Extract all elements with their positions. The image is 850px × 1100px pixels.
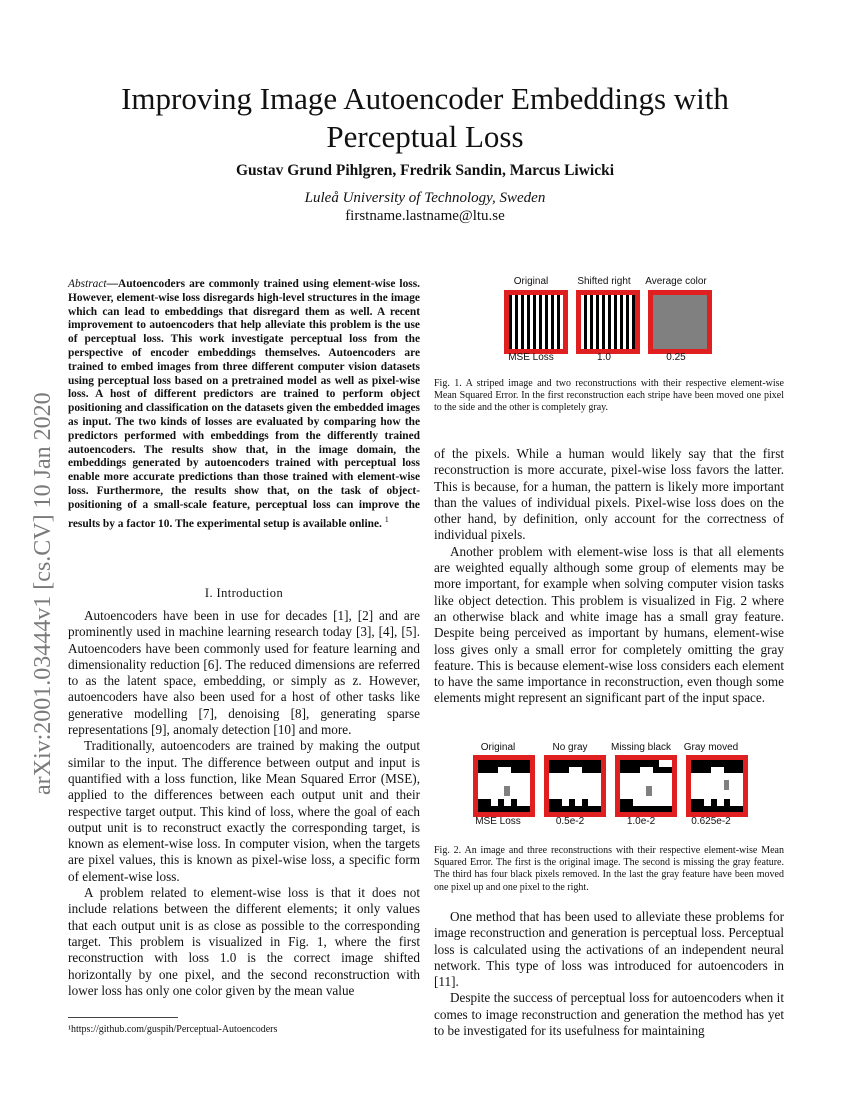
gray-feature <box>646 786 652 796</box>
black-pixel <box>511 799 518 806</box>
paragraph: of the pixels. While a human would likely say that the first reconstruction is more accurate, pixel-wise loss favors the latter. This is because, for a human, the pattern is likely more important than the values of individual pixels. Pixel-wise loss does on the other hand, by definition, only account for the correctness of individual pixels. <box>434 446 784 543</box>
fig1-value: MSE Loss <box>508 352 554 363</box>
affiliation: Luleå University of Technology, Sweden <box>304 190 546 206</box>
striped-original-image <box>504 290 568 354</box>
missing-black-image <box>615 755 677 817</box>
abstract <box>68 278 420 531</box>
authors: Gustav Grund Pihlgren, Fredrik Sandin, Marcus Liwicki <box>235 162 615 179</box>
fig2-label: Original <box>480 742 516 753</box>
black-pixel <box>524 806 531 813</box>
gray-feature <box>724 780 730 790</box>
section-heading: I. Introduction <box>204 586 284 600</box>
black-pixel <box>595 806 602 813</box>
black-pixel <box>704 767 711 774</box>
fig2-value: MSE Loss <box>475 816 521 827</box>
footnote-mark: 1 <box>384 514 389 524</box>
black-pixel <box>595 767 602 774</box>
fig2-label: Missing black <box>610 742 672 753</box>
black-pixel <box>524 767 531 774</box>
footnote: ¹https://github.com/guspih/Perceptual-Autoencoders <box>68 1024 278 1035</box>
black-pixel <box>582 799 589 806</box>
striped-shifted-image <box>576 290 640 354</box>
arxiv-id: arXiv:2001.03444v1 [cs.CV] 10 Jan 2020 <box>30 392 56 795</box>
gray-feature <box>504 786 510 796</box>
fig2-value: 1.0e-2 <box>626 816 656 827</box>
gray-moved-image <box>686 755 748 817</box>
no-gray-image <box>544 755 606 817</box>
paragraph: Autoencoders have been in use for decades [1], [2] and are prominently used in machine learning research today [3], [4], [5]. Autoencoders have been commonly used for feature learning and dimensionality reduction [6]. The reduced dimensions are referred to as the latent space, embedding, or simply as z. However, autoencoders have also been used for a host of other tasks like generative modelling [7], denoising [8], generating sparse representations [9], anomaly detection [10] and more. <box>68 608 420 738</box>
fig2-value: 0.625e-2 <box>691 816 731 827</box>
black-pixel <box>666 767 673 774</box>
paragraph: A problem related to element-wise loss is that it does not include relations between the different elements; it only values that each output unit is as close as possible to the corresponding target. This problem is visualized in Fig. 1, where the first reconstruction with loss 1.0 is the correct image shifted horizontally by one pixel, and the second reconstruction with lower loss has only one color given by the mean value <box>68 885 420 998</box>
paragraph: Another problem with element-wise loss is that all elements are weighted equally although some group of elements may be more important, for example when solving computer vision tasks like object detection. This problem is visualized in Fig. 2 where an otherwise black and white image has a small gray feature. Despite being perceived as important by humans, element-wise loss gives only a small error for completely omitting the gray feature. This is because element-wise loss considers each element to have the same importance in reconstruction, even though some elements might represent an significant part of the input space. <box>434 543 784 706</box>
black-pixel <box>633 767 640 774</box>
left-column <box>68 608 420 999</box>
fig2-value: 0.5e-2 <box>555 816 585 827</box>
black-pixel <box>737 767 744 774</box>
figure-2 <box>434 742 784 832</box>
black-pixel <box>666 806 673 813</box>
fig2-caption: Fig. 2. An image and three reconstructions with their respective element-wise Mean Squared Error. The first is the original image. The second is missing the gray feature. The third has four black pixels removed. In the last the gray feature have been moved one pixel up and one pixel to the right. <box>434 845 784 893</box>
black-pixel <box>562 767 569 774</box>
fig1-value: 1.0 <box>597 352 611 363</box>
right-column-a <box>434 446 784 707</box>
fig1-label: Original <box>513 276 549 287</box>
fig1-value: 0.25 <box>666 352 686 363</box>
paragraph: Traditionally, autoencoders are trained by making the output similar to the input. The difference between output and input is quantified with a loss function, like Mean Squared Error (MSE), applied to the differences between each output unit and their respective target output. This kind of loss, where the goal of each output unit is to reconstruct exactly the corresponding target, is known as element-wise loss. In computer vision, when the targets are pixel values, this is known as pixel-wise loss, a specific form of element-wise loss. <box>68 738 420 884</box>
email: firstname.lastname@ltu.se <box>345 208 505 224</box>
black-pixel <box>724 799 731 806</box>
footnote-rule <box>68 1017 178 1018</box>
arxiv-stamp <box>18 295 62 795</box>
black-pixel <box>491 767 498 774</box>
fig1-caption: Fig. 1. A striped image and two reconstructions with their respective element-wise Mean Squared Error. In the first reconstruction each stripe have been moved one pixel to the side and the other is completely gray. <box>434 378 784 414</box>
average-color-image <box>648 290 712 354</box>
fig2-label: Gray moved <box>683 742 739 753</box>
paragraph: Despite the success of perceptual loss for autoencoders when it comes to image reconstruction and generation the method has yet to be investigated for its usefulness for maintaining <box>434 990 784 1039</box>
fig2-label: No gray <box>552 742 588 753</box>
original-image <box>473 755 535 817</box>
abstract-text: —Autoencoders are commonly trained using element-wise loss. However, element-wise loss disregards high-level structures in the image which can lead to embeddings that disregard them as well. A recent improvement to autoencoders that help alleviate this problem is the use of perceptual loss. This work investigate perceptual loss from the perspective of encoder embeddings themselves. Autoencoders are trained to embed images from three different computer vision datasets using perceptual loss based on a pretrained model as well as pixel-wise loss. A host of different predictors are trained to perform object positioning and classification on the datasets given the embedded images as input. The two kinds of losses are evaluated by comparing how the predictors performed with embeddings from the differently trained autoencoders. The results show that, in the image domain, the embeddings generated by autoencoders trained with perceptual loss enable more accurate predictions than those trained with element-wise loss. Furthermore, the results show that, on the task of object-positioning of a small-scale feature, perceptual loss can improve the results by a factor 10. The experimental setup is available online. <box>68 278 420 530</box>
right-column-b <box>434 909 784 1039</box>
paper-title: Improving Image Autoencoder Embeddings with Perceptual Loss <box>121 81 729 154</box>
fig1-label: Average color <box>645 276 707 287</box>
black-pixel <box>737 806 744 813</box>
paragraph: One method that has been used to alleviate these problems for image reconstruction and generation is perceptual loss. Perceptual loss is calculated using the activations of an independent neural network. This type of loss was introduced for autoencoders in [11]. <box>434 909 784 990</box>
fig1-label: Shifted right <box>577 276 631 287</box>
abstract-label: Abstract <box>68 278 107 290</box>
figure-1 <box>434 276 784 366</box>
